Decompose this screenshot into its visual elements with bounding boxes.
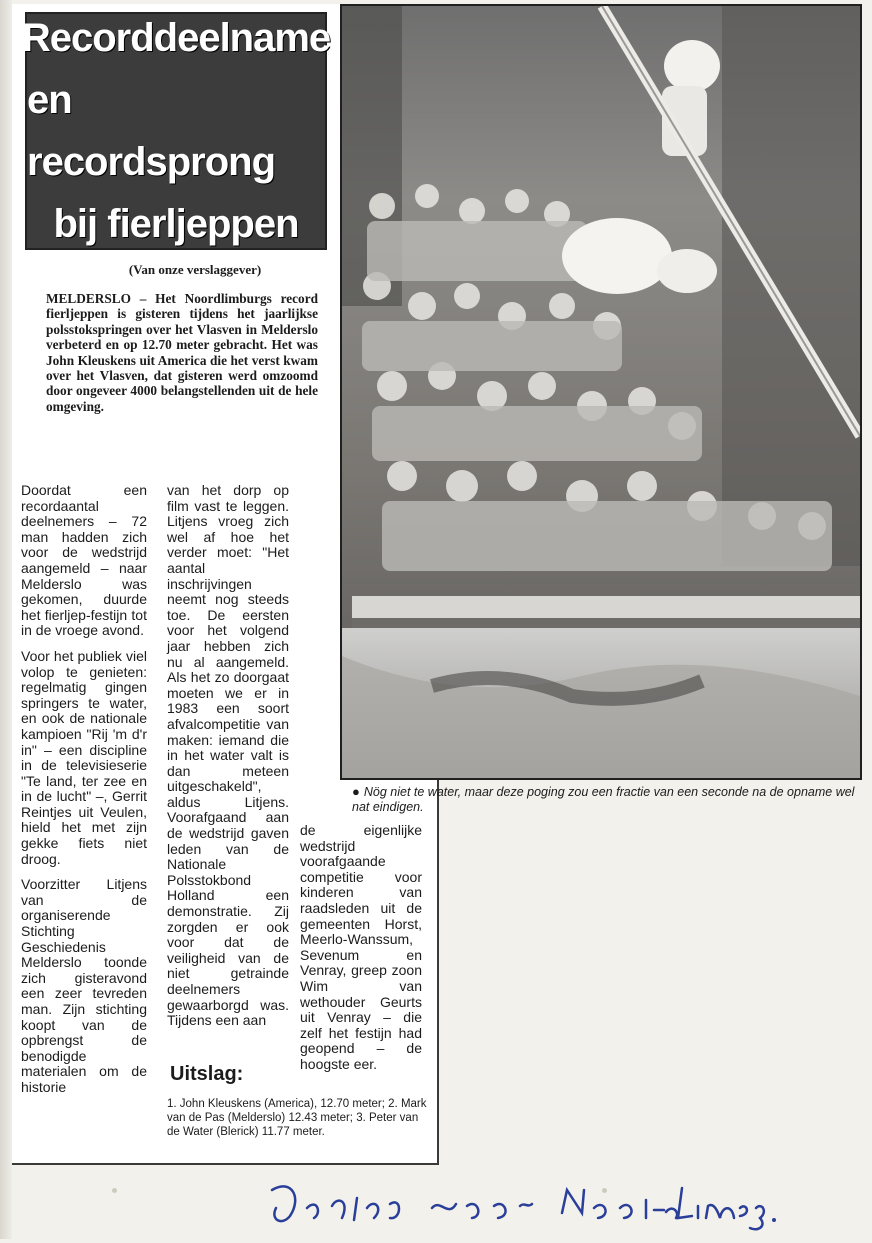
lead-paragraph: MELDERSLO – Het Noordlimburgs record fierljeppen is gisteren tijdens het jaarlijkse polsstokspringen over het Vlasven in Melderslo verbeterd en op 12.70 meter gebracht. Het was John Kleuskens uit America die het verst kwam over het Vlasven, dat gisteren werd omzoomd door ongeveer 4000 belangstellenden uit de hele omgeving. [46, 291, 318, 414]
headline-line-3: bij fierljeppen [53, 202, 299, 246]
paper-edge [0, 0, 12, 1239]
results-title: Uitslag: [170, 1063, 244, 1085]
handwriting-signature [262, 1168, 782, 1238]
caption-text: Nög niet te water, maar deze poging zou een fractie van een seconde na de opname wel nat eindigen. [352, 785, 855, 814]
bullet-icon: ● [352, 784, 360, 799]
photo-caption [352, 784, 862, 815]
headline-line-2: en recordsprong [27, 78, 276, 184]
byline: (Van onze verslaggever) [128, 262, 262, 277]
handwritten-source-note [262, 1168, 782, 1238]
photo-illustration [342, 6, 860, 778]
pole-vault-photo [340, 4, 862, 780]
headline-box [21, 12, 331, 250]
pinhole [602, 1188, 607, 1193]
pinhole [112, 1188, 117, 1193]
paragraph: Voorzitter Litjens van de organiserende Stichting Geschiedenis Melderslo toonde zich gisteravond een zeer tevreden man. Zijn stichting koopt van de opbrengst de benodigde materialen om de historie [21, 876, 147, 1095]
paragraph: Doordat een recordaantal deelnemers – 72 man hadden zich voor de wedstrijd aangemeld – naar Melderslo was gekomen, duurde het fierljep-festijn tot in de vroege avond. [21, 482, 147, 639]
paragraph: van het dorp op film vast te leggen. Litjens vroeg zich wel af hoe het verder moet: "Het aantal inschrijvingen neemt nog steeds toe. De eersten voor het volgend jaar hebben zich nu al aangemeld. Als het zo doorgaat moeten we er in 1983 een soort afvalcompetitie van maken: iemand die in het water valt is dan meteen uitgeschakeld", aldus Litjens. Voorafgaand aan de wedstrijd gaven leden van de Nationale Polsstokbond Holland een demonstratie. Zij zorgden er ook voor dat de veiligheid van de niet getrainde deelnemers gewaarborgd was. Tijdens een aan [167, 482, 289, 1029]
headline-line-1: Recorddeelname [21, 16, 331, 60]
article-column-1 [21, 483, 147, 1106]
paragraph: de eigenlijke wedstrijd voorafgaande competitie voor kinderen van raadsleden uit de gemeenten Horst, Meerlo-Wanssum, Sevenum en Venray, greep zoon Wim van wethouder Geurts uit Venray – die zelf het festijn had geopend – de hoogste eer. [300, 822, 422, 1072]
paragraph: Voor het publiek viel volop te genieten: regelmatig gingen springers te water, en ook de nationale kampioen "Rij 'm d'r in" – een discipline in de televisieserie "Te land, ter zee en in de lucht" –, Gerrit Reintjes uit Veulen, hield het met zijn gekke fiets niet droog. [21, 647, 147, 867]
article-column-2 [167, 483, 289, 1039]
article-column-3 [300, 823, 422, 1083]
results-text: 1. John Kleuskens (America), 12.70 meter; 2. Mark van de Pas (Melderslo) 12.43 meter; 3. Peter van de Water (Blerick) 11.77 meter. [167, 1098, 427, 1138]
